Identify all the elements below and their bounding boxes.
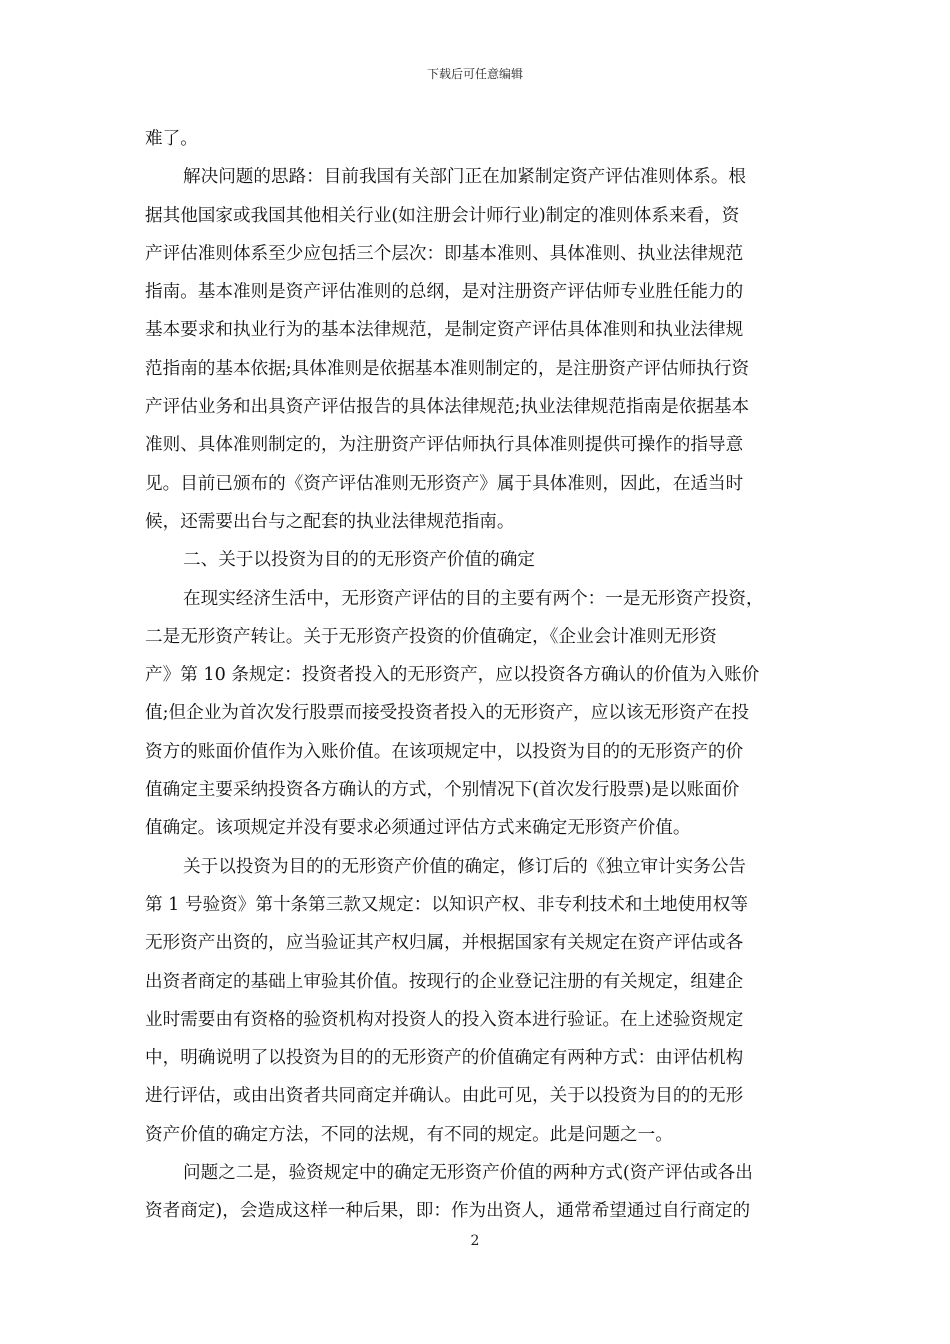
paragraph <box>145 580 807 848</box>
text-line: 产评估业务和出具资产评估报告的具体法律规范;执业法律规范指南是依据基本 <box>145 397 750 418</box>
text-line: 据其他国家或我国其他相关行业(如注册会计师行业)制定的准则体系来看，资 <box>145 205 740 226</box>
paragraph <box>145 541 807 579</box>
text-line: 资产价值的确定方法，不同的法规，有不同的规定。此是问题之一。 <box>145 1124 673 1145</box>
text-line: 解决问题的思路：目前我国有关部门正在加紧制定资产评估准则体系。根 <box>183 167 747 188</box>
text-line: 关于以投资为目的的无形资产价值的确定，修订后的《独立审计实务公告 <box>183 856 747 877</box>
paragraph <box>145 120 807 158</box>
text-line: 值;但企业为首次发行股票而接受投资者投入的无形资产，应以该无形资产在投 <box>145 703 750 724</box>
text-line: 指南。基本准则是资产评估准则的总纲，是对注册资产评估师专业胜任能力的 <box>145 282 744 303</box>
paragraph <box>145 1154 807 1231</box>
text-line: 资方的账面价值作为入账价值。在该项规定中，以投资为目的的无形资产的价 <box>145 741 744 762</box>
text-line: 值确定主要采纳投资各方确认的方式，个别情况下(首次发行股票)是以账面价 <box>145 780 740 801</box>
text-line: 二是无形资产转让。关于无形资产投资的价值确定，《企业会计准则无形资 <box>145 626 717 647</box>
text-line: 范指南的基本依据;具体准则是依据基本准则制定的，是注册资产评估师执行资 <box>145 358 750 379</box>
page-number: 2 <box>470 1233 480 1249</box>
text-line: 业时需要由有资格的验资机构对投资人的投入资本进行验证。在上述验资规定 <box>145 1009 744 1030</box>
text-line: 在现实经济生活中，无形资产评估的目的主要有两个：一是无形资产投资， <box>183 588 764 609</box>
text-line: 出资者商定的基础上审验其价值。按现行的企业登记注册的有关规定，组建企 <box>145 971 744 992</box>
text-line: 中，明确说明了以投资为目的的无形资产的价值确定有两种方式：由评估机构 <box>145 1048 744 1069</box>
text-line: 值确定。该项规定并没有要求必须通过评估方式来确定无形资产价值。 <box>145 818 691 839</box>
paragraph <box>145 158 807 541</box>
text-line: 产评估准则体系至少应包括三个层次：即基本准则、具体准则、执业法律规范 <box>145 243 744 264</box>
text-line: 无形资产出资的，应当验证其产权归属，并根据国家有关规定在资产评估或各 <box>145 933 744 954</box>
text-line: 第 1 号验资》第十条第三款又规定：以知识产权、非专利技术和土地使用权等 <box>145 894 748 915</box>
text-line: 二、关于以投资为目的的无形资产价值的确定 <box>183 550 535 571</box>
text-line: 基本要求和执业行为的基本法律规范，是制定资产评估具体准则和执业法律规 <box>145 320 744 341</box>
text-line: 产》第 10 条规定：投资者投入的无形资产，应以投资各方确认的价值为入账价 <box>145 665 760 686</box>
text-line: 候，还需要出台与之配套的执业法律规范指南。 <box>145 511 515 532</box>
text-line: 难了。 <box>145 129 198 149</box>
text-line: 进行评估，或由出资者共同商定并确认。由此可见，关于以投资为目的的无形 <box>145 1086 744 1107</box>
text-line: 见。目前已颁布的《资产评估准则无形资产》属于具体准则，因此，在适当时 <box>145 473 744 494</box>
document-body <box>145 120 807 1231</box>
text-line: 准则、具体准则制定的，为注册资产评估师执行具体准则提供可操作的指导意 <box>145 435 744 456</box>
text-line: 问题之二是，验资规定中的确定无形资产价值的两种方式(资产评估或各出 <box>183 1163 753 1184</box>
page-header: 下载后可任意编辑 <box>426 67 523 81</box>
paragraph <box>145 848 807 1154</box>
text-line: 资者商定)，会造成这样一种后果，即：作为出资人，通常希望通过自行商定的 <box>145 1201 751 1222</box>
